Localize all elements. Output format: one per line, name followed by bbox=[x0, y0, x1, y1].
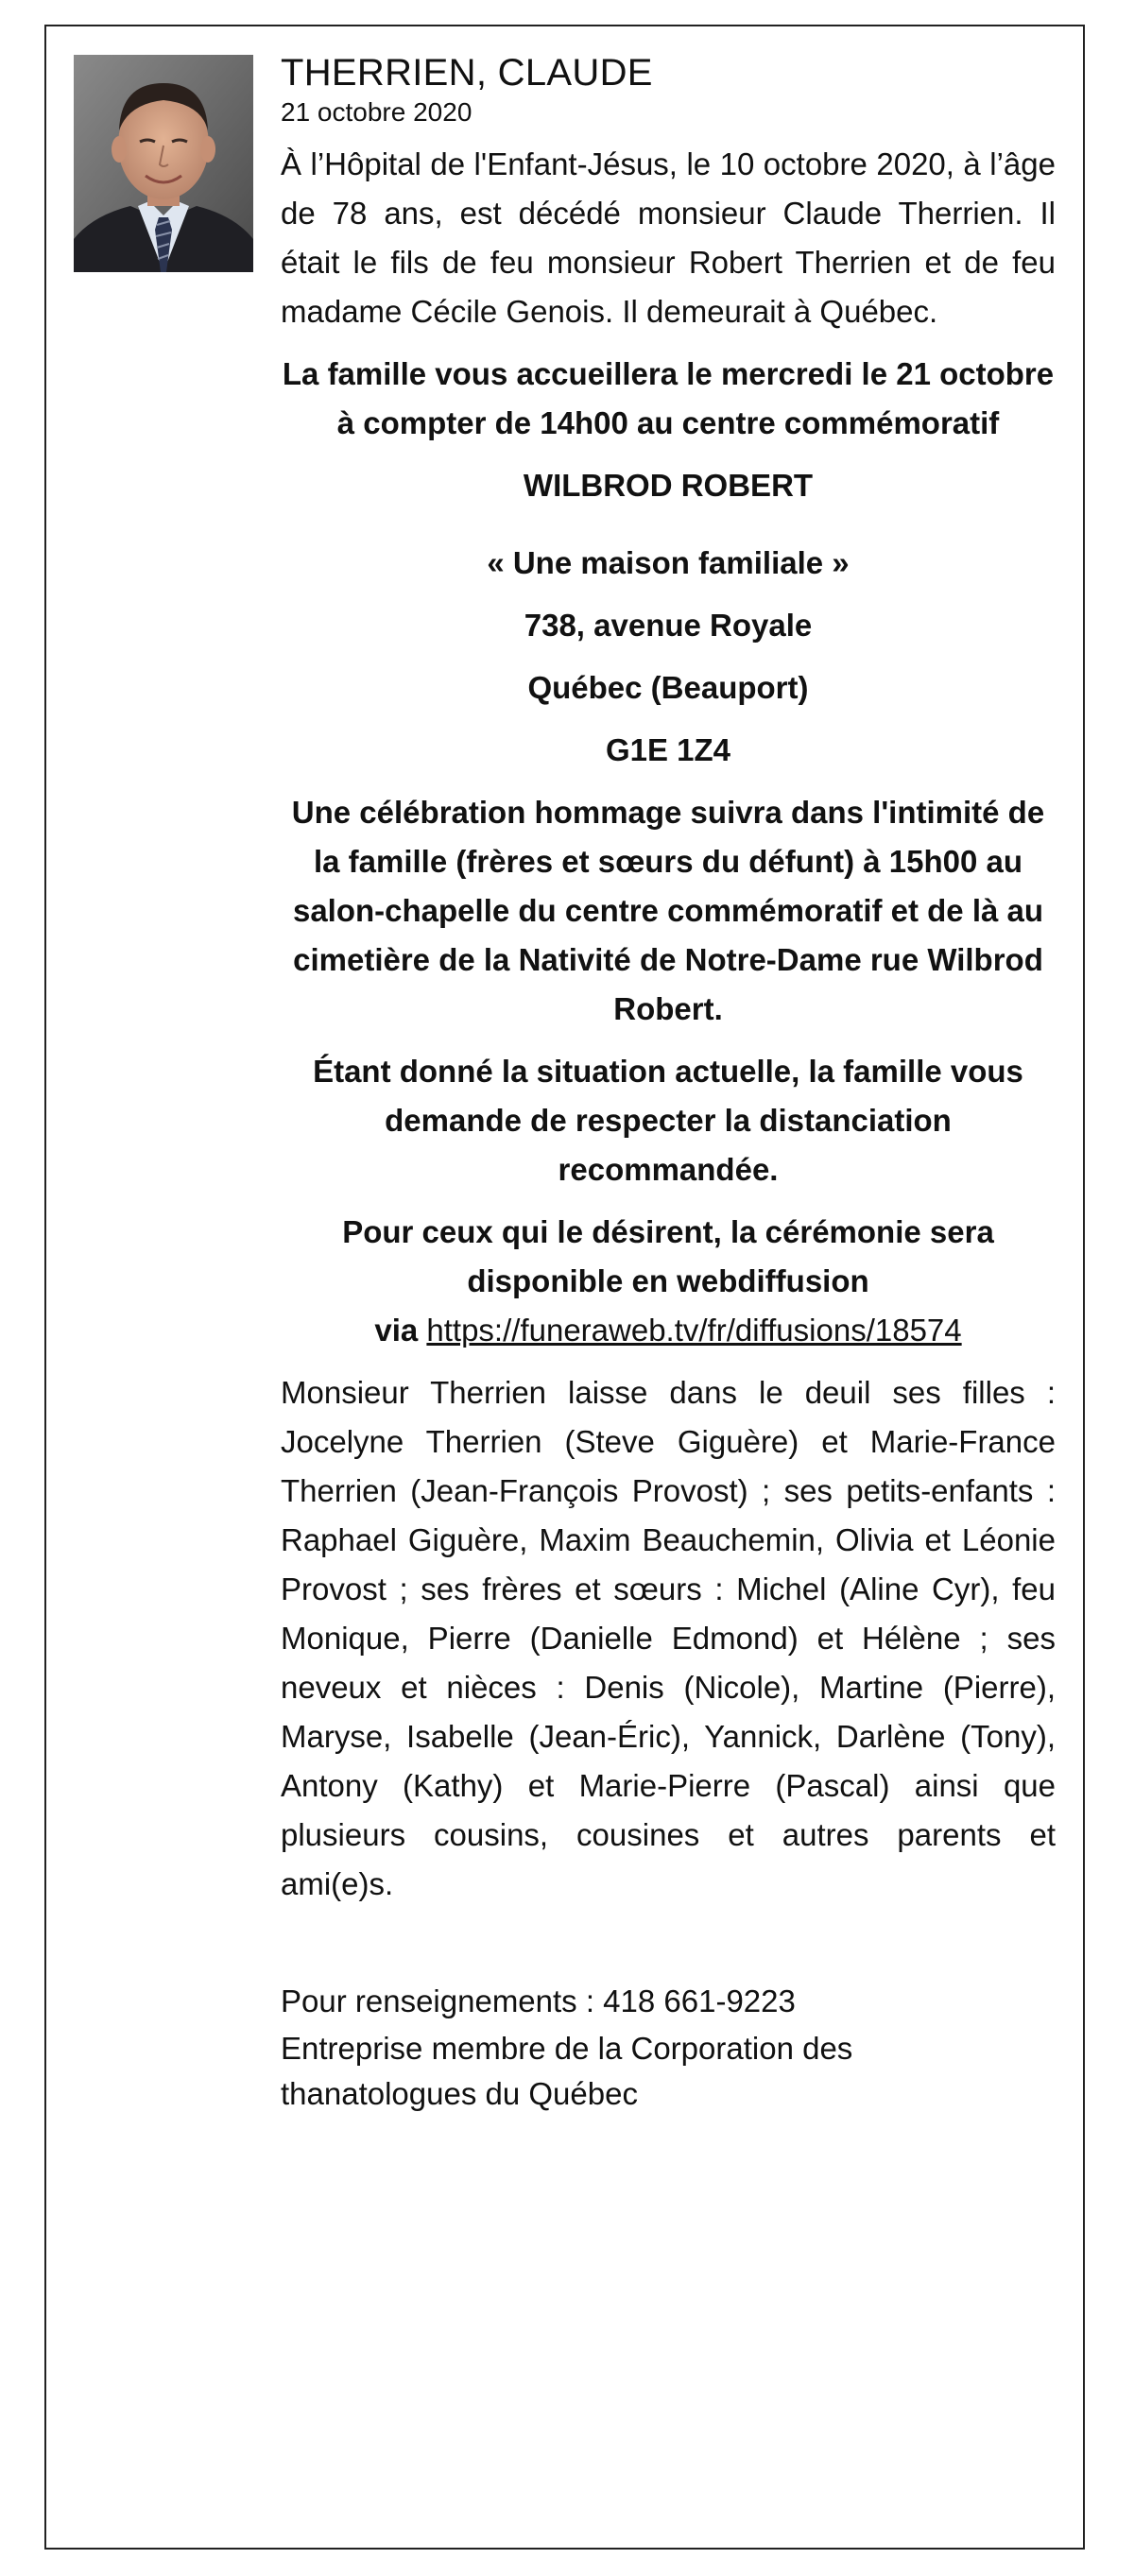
obituary-content bbox=[281, 49, 1056, 2117]
webcast-text: Pour ceux qui le désirent, la cérémonie sera disponible en webdiffusion bbox=[342, 1214, 994, 1298]
family-paragraph: Monsieur Therrien laisse dans le deuil ses filles : Jocelyne Therrien (Steve Giguère) et Marie-France Therrien (Jean-François Provost) ; ses petits-enfants : Raphael Giguère, Maxim Beauchemin, Olivia et Léonie Provost ; ses frères et sœurs : Michel (Aline Cyr), feu Monique, Pierre (Danielle Edmond) et Hélène ; ses neveux et nièces : Denis (Nicole), Martine (Pierre), Maryse, Isabelle (Jean-Éric), Yannick, Darlène (Tony), Antony (Kathy) et Marie-Pierre (Pascal) ainsi que plusieurs cousins, cousines et autres parents et ami(e)s. bbox=[281, 1375, 1056, 1901]
member-statement: Entreprise membre de la Corporation des thanatologues du Québec bbox=[281, 2031, 853, 2111]
deceased-name: THERRIEN, CLAUDE bbox=[281, 52, 653, 94]
intro-paragraph: À l’Hôpital de l'Enfant-Jésus, le 10 octobre 2020, à l’âge de 78 ans, est décédé monsieur Claude Therrien. Il était le fils de feu monsieur Robert Therrien et de feu madame Cécile Genois. Il demeurait à Québec. bbox=[281, 146, 1056, 329]
celebration-paragraph: Une célébration hommage suivra dans l'intimité de la famille (frères et sœurs du défunt) à 15h00 au salon-chapelle du centre commémoratif et de là au cimetière de la Nativité de Notre-Dame rue Wilbrod Robert. bbox=[291, 795, 1045, 1026]
address-street: 738, avenue Royale bbox=[524, 608, 813, 643]
publication-date: 21 octobre 2020 bbox=[281, 97, 472, 127]
webcast-link[interactable]: https://funeraweb.tv/fr/diffusions/18574 bbox=[426, 1313, 962, 1348]
funeral-home-name: WILBROD ROBERT bbox=[523, 468, 814, 503]
funeral-home-motto: « Une maison familiale » bbox=[487, 545, 850, 580]
portrait-photo bbox=[74, 55, 253, 272]
info-phone: Pour renseignements : 418 661-9223 bbox=[281, 1984, 796, 2018]
address-city: Québec (Beauport) bbox=[527, 670, 809, 705]
distancing-notice: Étant donné la situation actuelle, la famille vous demande de respecter la distanciation recommandée. bbox=[313, 1054, 1023, 1187]
address-postal-code: G1E 1Z4 bbox=[605, 732, 731, 767]
webcast-via: via bbox=[374, 1313, 419, 1348]
webcast-paragraph bbox=[281, 1208, 1056, 1355]
visitation-text: La famille vous accueillera le mercredi le 21 octobre à compter de 14h00 au centre commémoratif bbox=[282, 356, 1055, 440]
